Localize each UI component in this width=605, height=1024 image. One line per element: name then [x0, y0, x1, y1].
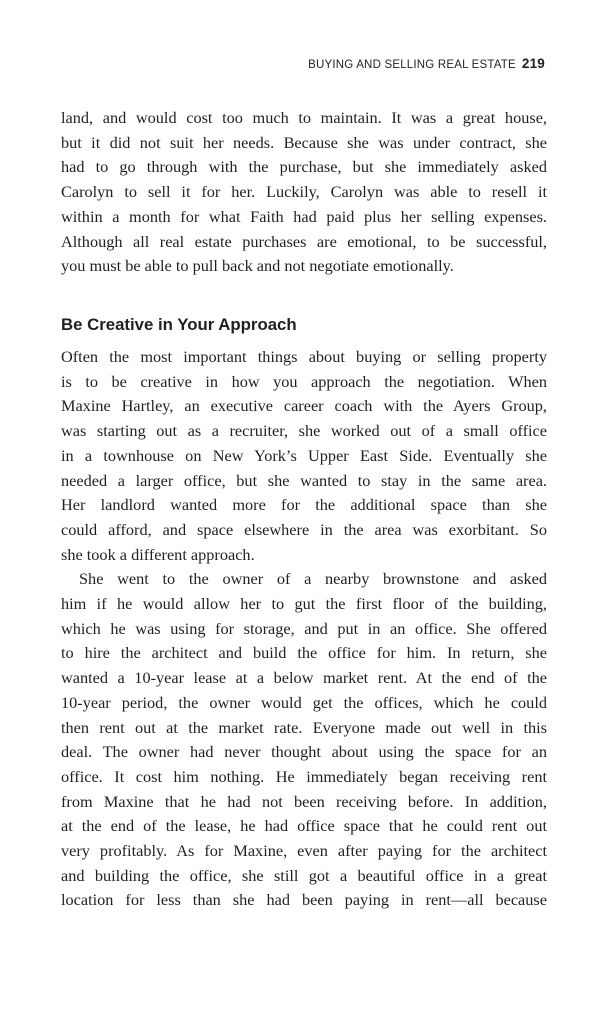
- text-line: could afford, and space elsewhere in the area was exorbitant. So: [61, 519, 547, 539]
- page-number: 219: [521, 56, 545, 71]
- text-line: within a month for what Faith had paid plus her selling expenses.: [61, 206, 547, 226]
- text-line: is to be creative in how you approach the negotiation. When: [61, 371, 547, 391]
- section-heading: Be Creative in Your Approach: [61, 315, 297, 334]
- text-line: deal. The owner had never thought about using the space for an: [61, 742, 547, 762]
- running-title: BUYING AND SELLING REAL ESTATE: [308, 59, 516, 71]
- text-line: at the end of the lease, he had office space that he could rent out: [61, 816, 547, 836]
- text-line: she took a different approach.: [61, 544, 255, 564]
- paragraph-1: [61, 106, 547, 279]
- text-line: Carolyn to sell it for her. Luckily, Carolyn was able to resell it: [61, 182, 547, 202]
- text-line: Maxine Hartley, an executive career coach with the Ayers Group,: [61, 396, 547, 416]
- text-line: Her landlord wanted more for the additional space than she: [61, 495, 547, 515]
- text-line: 10-year period, the owner would get the offices, which he could: [61, 692, 547, 712]
- text-line: but it did not suit her needs. Because she was under contract, she: [61, 132, 547, 152]
- text-line: location for less than she had been paying in rent—all because: [61, 890, 547, 910]
- text-line: from Maxine that he had not been receiving before. In addition,: [61, 791, 547, 811]
- text-line: very profitably. As for Maxine, even after paying for the architect: [61, 841, 547, 861]
- text-line: to hire the architect and build the office for him. In return, she: [61, 643, 547, 663]
- text-line: and building the office, she still got a beautiful office in a great: [61, 865, 547, 885]
- section-body: [61, 345, 547, 913]
- text-line: She went to the owner of a nearby brownstone and asked: [79, 569, 547, 589]
- text-line: in a townhouse on New York’s Upper East Side. Eventually she: [61, 445, 547, 465]
- text-line: which he was using for storage, and put in an office. She offered: [61, 618, 547, 638]
- text-line: then rent out at the market rate. Everyone made out well in this: [61, 717, 547, 737]
- paragraph-3: [61, 567, 547, 913]
- text-line: Often the most important things about buying or selling property: [61, 347, 547, 366]
- text-line: land, and would cost too much to maintain. It was a great house,: [61, 108, 547, 127]
- text-line: wanted a 10-year lease at a below market rent. At the end of the: [61, 668, 547, 688]
- paragraph-2: [61, 345, 547, 567]
- text-line: was starting out as a recruiter, she worked out of a small office: [61, 421, 547, 441]
- text-line: office. It cost him nothing. He immediately began receiving rent: [61, 766, 547, 786]
- text-line: you must be able to pull back and not negotiate emotionally.: [61, 256, 454, 276]
- text-line: needed a larger office, but she wanted to stay in the same area.: [61, 470, 547, 490]
- text-line: had to go through with the purchase, but she immediately asked: [61, 157, 547, 177]
- text-line: Although all real estate purchases are emotional, to be successful,: [61, 231, 547, 251]
- text-line: him if he would allow her to gut the first floor of the building,: [61, 594, 547, 614]
- running-header: [308, 56, 545, 71]
